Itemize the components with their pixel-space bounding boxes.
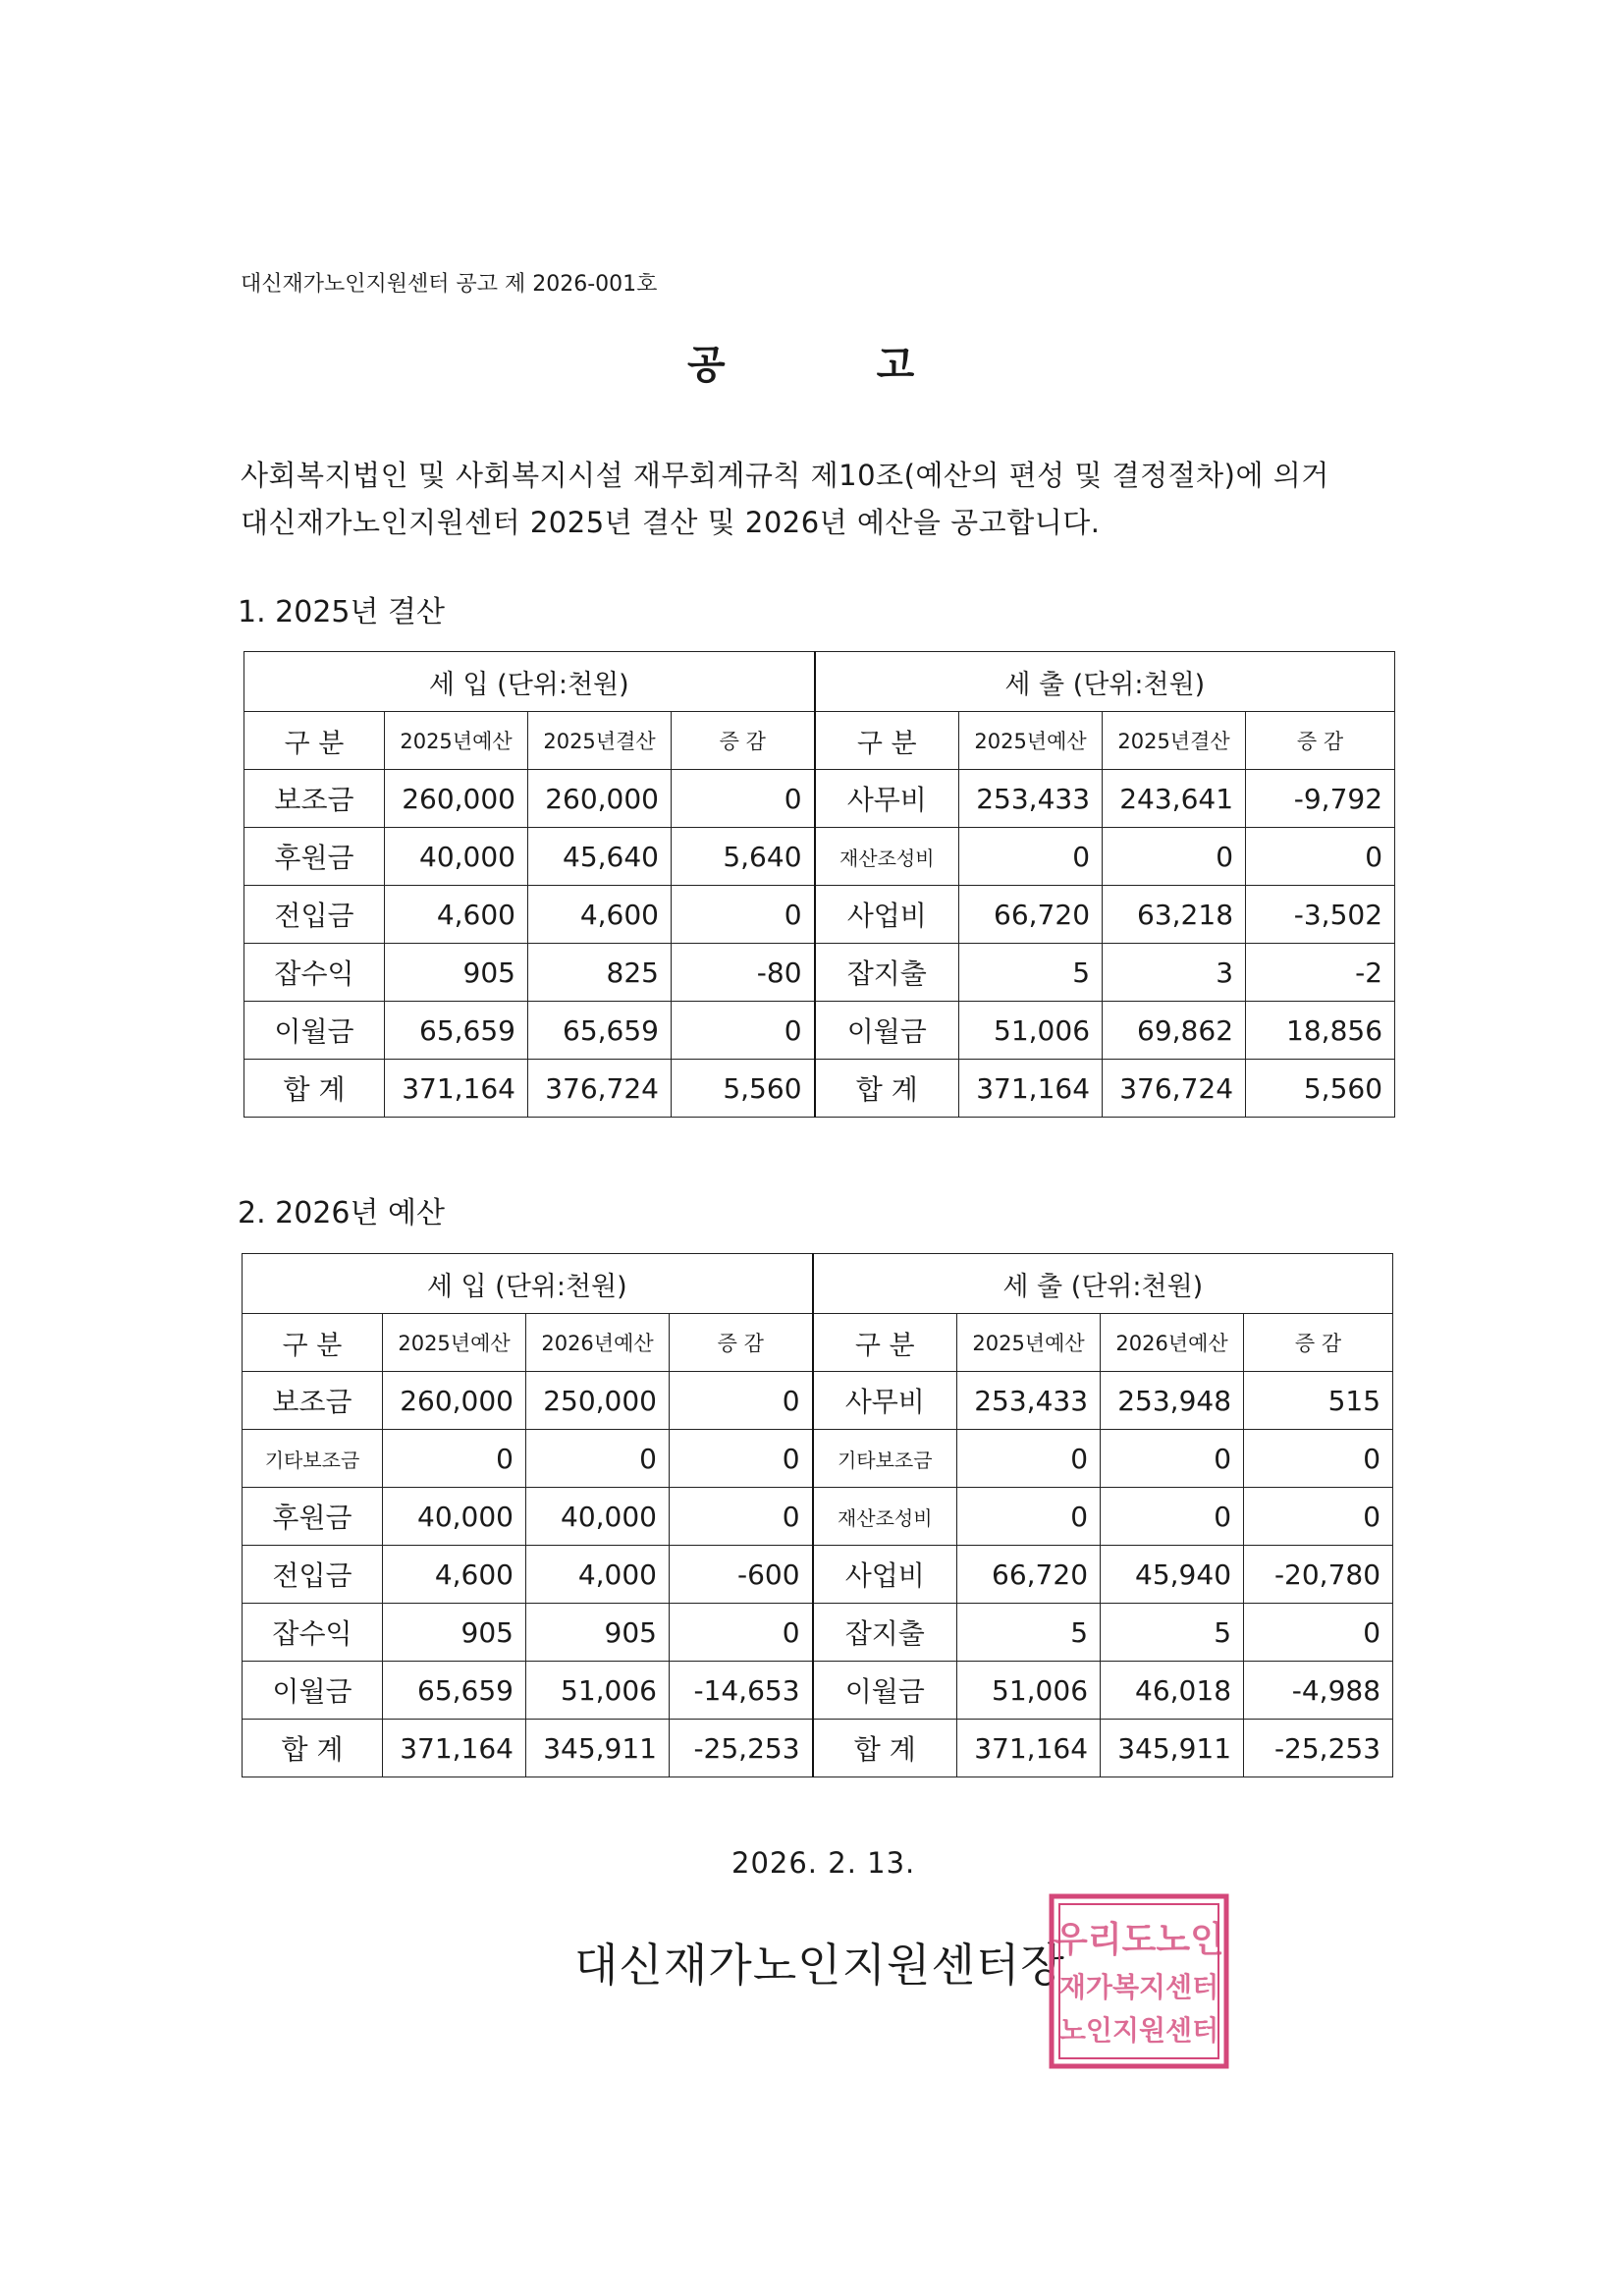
value-cell: 260,000 — [385, 770, 528, 828]
title-char-1: 공 — [687, 343, 726, 388]
value-cell: 0 — [670, 1604, 813, 1662]
column-header: 2025년예산 — [383, 1314, 526, 1372]
column-header: 구 분 — [815, 712, 959, 770]
column-header: 2025년결산 — [1103, 712, 1246, 770]
table-row — [243, 1604, 1393, 1662]
table-row — [243, 1372, 1393, 1430]
value-cell: 345,911 — [526, 1720, 670, 1777]
value-cell: -14,653 — [670, 1662, 813, 1720]
value-cell: 0 — [526, 1430, 670, 1488]
row-label: 사무비 — [815, 770, 959, 828]
value-cell: 0 — [1244, 1488, 1393, 1546]
row-label: 합 계 — [244, 1060, 385, 1118]
value-cell: -2 — [1246, 944, 1395, 1002]
column-header: 2026년예산 — [526, 1314, 670, 1372]
column-header: 구 분 — [243, 1314, 383, 1372]
budget-2026-table — [242, 1253, 1393, 1777]
table-row — [244, 886, 1395, 944]
row-label: 합 계 — [815, 1060, 959, 1118]
section1-heading: 1. 2025년 결산 — [238, 595, 445, 629]
value-cell: 4,600 — [528, 886, 672, 944]
value-cell: 371,164 — [957, 1720, 1101, 1777]
column-header: 2026년예산 — [1101, 1314, 1244, 1372]
table-row — [244, 1060, 1395, 1118]
row-label: 사업비 — [813, 1546, 957, 1604]
value-cell: 0 — [670, 1430, 813, 1488]
value-cell: 5,640 — [672, 828, 815, 886]
row-label: 재산조성비 — [813, 1488, 957, 1546]
settlement-2025-table — [243, 651, 1395, 1118]
value-cell: 40,000 — [383, 1488, 526, 1546]
value-cell: 51,006 — [526, 1662, 670, 1720]
value-cell: 45,940 — [1101, 1546, 1244, 1604]
value-cell: -80 — [672, 944, 815, 1002]
row-label: 보조금 — [244, 770, 385, 828]
column-header: 구 분 — [813, 1314, 957, 1372]
value-cell: 0 — [672, 770, 815, 828]
table-row — [243, 1488, 1393, 1546]
value-cell: 0 — [1246, 828, 1395, 886]
value-cell: 5 — [957, 1604, 1101, 1662]
row-label: 이월금 — [815, 1002, 959, 1060]
row-label: 기타보조금 — [813, 1430, 957, 1488]
row-label: 전입금 — [243, 1546, 383, 1604]
section2-heading: 2. 2026년 예산 — [238, 1196, 445, 1230]
column-header: 증 감 — [670, 1314, 813, 1372]
row-label: 사무비 — [813, 1372, 957, 1430]
value-cell: 66,720 — [957, 1546, 1101, 1604]
value-cell: 371,164 — [383, 1720, 526, 1777]
value-cell: 0 — [1244, 1430, 1393, 1488]
value-cell: -4,988 — [1244, 1662, 1393, 1720]
value-cell: 0 — [670, 1488, 813, 1546]
seal-line-3: 노인지원센터 — [1058, 2014, 1219, 2047]
table-row — [243, 1662, 1393, 1720]
value-cell: -3,502 — [1246, 886, 1395, 944]
value-cell: 0 — [959, 828, 1103, 886]
row-label: 이월금 — [243, 1662, 383, 1720]
table-row — [244, 1002, 1395, 1060]
value-cell: 66,720 — [959, 886, 1103, 944]
value-cell: 253,433 — [957, 1372, 1101, 1430]
value-cell: 40,000 — [526, 1488, 670, 1546]
row-label: 보조금 — [243, 1372, 383, 1430]
value-cell: -25,253 — [670, 1720, 813, 1777]
value-cell: 0 — [957, 1430, 1101, 1488]
value-cell: -25,253 — [1244, 1720, 1393, 1777]
column-header: 2025년예산 — [957, 1314, 1101, 1372]
value-cell: -600 — [670, 1546, 813, 1604]
value-cell: 51,006 — [959, 1002, 1103, 1060]
value-cell: 253,433 — [959, 770, 1103, 828]
value-cell: 46,018 — [1101, 1662, 1244, 1720]
column-header: 증 감 — [1246, 712, 1395, 770]
column-header: 증 감 — [672, 712, 815, 770]
value-cell: 825 — [528, 944, 672, 1002]
row-label: 후원금 — [243, 1488, 383, 1546]
value-cell: 376,724 — [528, 1060, 672, 1118]
value-cell: 0 — [383, 1430, 526, 1488]
value-cell: 376,724 — [1103, 1060, 1246, 1118]
value-cell: 371,164 — [959, 1060, 1103, 1118]
row-label: 합 계 — [243, 1720, 383, 1777]
official-seal — [1046, 1890, 1232, 2072]
value-cell: 0 — [1244, 1604, 1393, 1662]
value-cell: 45,640 — [528, 828, 672, 886]
value-cell: 0 — [1103, 828, 1246, 886]
value-cell: 905 — [385, 944, 528, 1002]
row-label: 이월금 — [244, 1002, 385, 1060]
signer-name: 대신재가노인지원센터장 — [574, 1939, 1065, 1992]
table-row — [244, 944, 1395, 1002]
seal-line-2: 재가복지센터 — [1058, 1971, 1219, 2003]
row-label: 잡지출 — [815, 944, 959, 1002]
value-cell: 5,560 — [1246, 1060, 1395, 1118]
intro-paragraph — [241, 452, 1329, 546]
income-header: 세 입 (단위:천원) — [243, 1254, 813, 1314]
value-cell: 0 — [1101, 1488, 1244, 1546]
column-header: 2025년예산 — [385, 712, 528, 770]
row-label: 잡수익 — [244, 944, 385, 1002]
value-cell: 260,000 — [528, 770, 672, 828]
row-label: 전입금 — [244, 886, 385, 944]
value-cell: 905 — [383, 1604, 526, 1662]
expense-header: 세 출 (단위:천원) — [813, 1254, 1393, 1314]
value-cell: 5 — [1101, 1604, 1244, 1662]
value-cell: 40,000 — [385, 828, 528, 886]
value-cell: 515 — [1244, 1372, 1393, 1430]
document-title — [687, 334, 914, 390]
value-cell: 3 — [1103, 944, 1246, 1002]
value-cell: 250,000 — [526, 1372, 670, 1430]
value-cell: 63,218 — [1103, 886, 1246, 944]
row-label: 기타보조금 — [243, 1430, 383, 1488]
intro-line: 사회복지법인 및 사회복지시설 재무회계규칙 제10조(예산의 편성 및 결정절차)에 의거 — [241, 459, 1329, 492]
value-cell: 243,641 — [1103, 770, 1246, 828]
value-cell: 65,659 — [385, 1002, 528, 1060]
value-cell: 65,659 — [528, 1002, 672, 1060]
value-cell: 0 — [670, 1372, 813, 1430]
value-cell: 65,659 — [383, 1662, 526, 1720]
column-header: 2025년예산 — [959, 712, 1103, 770]
value-cell: -9,792 — [1246, 770, 1395, 828]
value-cell: 371,164 — [385, 1060, 528, 1118]
row-label: 후원금 — [244, 828, 385, 886]
value-cell: 51,006 — [957, 1662, 1101, 1720]
column-header: 2025년결산 — [528, 712, 672, 770]
value-cell: 0 — [672, 886, 815, 944]
value-cell: 5 — [959, 944, 1103, 1002]
value-cell: 69,862 — [1103, 1002, 1246, 1060]
row-label: 잡수익 — [243, 1604, 383, 1662]
value-cell: -20,780 — [1244, 1546, 1393, 1604]
title-char-2: 고 — [876, 343, 915, 388]
value-cell: 345,911 — [1101, 1720, 1244, 1777]
table-row — [243, 1720, 1393, 1777]
value-cell: 260,000 — [383, 1372, 526, 1430]
income-header: 세 입 (단위:천원) — [244, 652, 815, 712]
value-cell: 0 — [672, 1002, 815, 1060]
value-cell: 4,600 — [383, 1546, 526, 1604]
value-cell: 905 — [526, 1604, 670, 1662]
value-cell: 0 — [1101, 1430, 1244, 1488]
value-cell: 4,000 — [526, 1546, 670, 1604]
notice-number: 대신재가노인지원센터 공고 제 2026-001호 — [241, 272, 658, 297]
notice-date: 2026. 2. 13. — [731, 1846, 916, 1880]
table-row — [244, 828, 1395, 886]
table-row — [243, 1430, 1393, 1488]
row-label: 재산조성비 — [815, 828, 959, 886]
value-cell: 5,560 — [672, 1060, 815, 1118]
row-label: 사업비 — [815, 886, 959, 944]
column-header: 구 분 — [244, 712, 385, 770]
row-label: 이월금 — [813, 1662, 957, 1720]
table-row — [244, 770, 1395, 828]
row-label: 합 계 — [813, 1720, 957, 1777]
column-header: 증 감 — [1244, 1314, 1393, 1372]
value-cell: 4,600 — [385, 886, 528, 944]
value-cell: 253,948 — [1101, 1372, 1244, 1430]
value-cell: 18,856 — [1246, 1002, 1395, 1060]
seal-line-1: 우리도노인 — [1054, 1920, 1224, 1960]
value-cell: 0 — [957, 1488, 1101, 1546]
intro-line: 대신재가노인지원센터 2025년 결산 및 2026년 예산을 공고합니다. — [241, 506, 1101, 539]
row-label: 잡지출 — [813, 1604, 957, 1662]
table-row — [243, 1546, 1393, 1604]
expense-header: 세 출 (단위:천원) — [815, 652, 1395, 712]
